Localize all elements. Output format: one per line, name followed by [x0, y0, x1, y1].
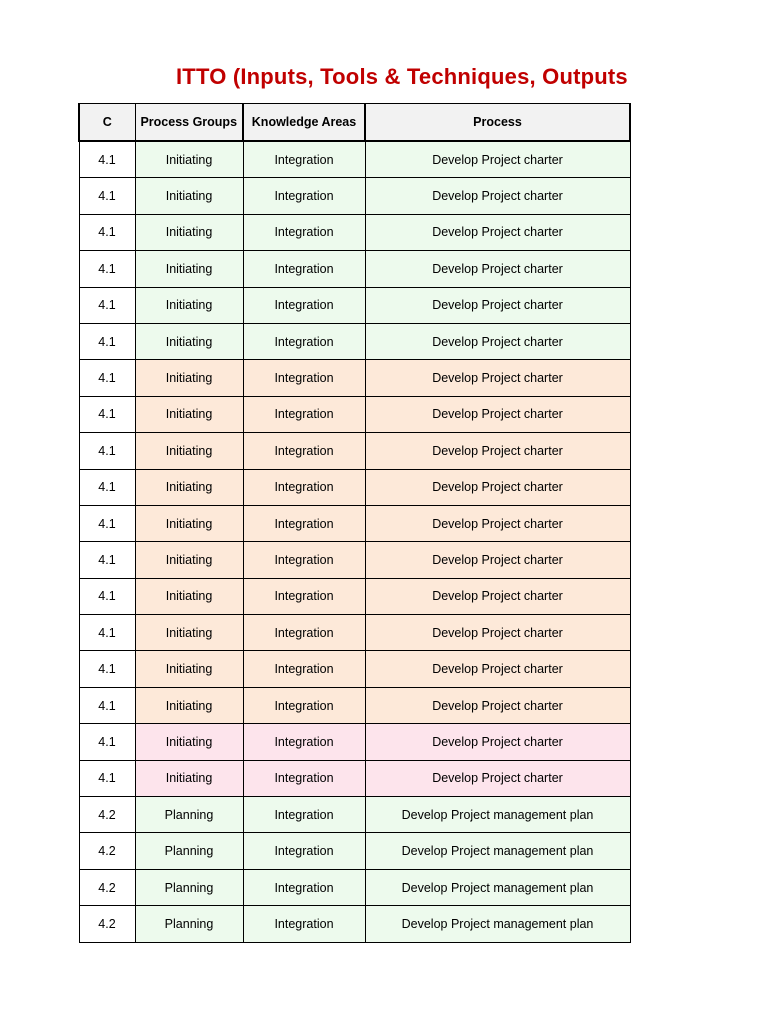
cell-knowledge-area: Integration [243, 287, 365, 323]
table-body [79, 141, 630, 942]
cell-process: Develop Project management plan [365, 869, 630, 905]
cell-knowledge-area: Integration [243, 542, 365, 578]
cell-c: 4.1 [79, 615, 135, 651]
table-row [79, 797, 630, 833]
cell-process: Develop Project charter [365, 178, 630, 214]
cell-process: Develop Project charter [365, 724, 630, 760]
itto-table [78, 103, 631, 943]
cell-process: Develop Project charter [365, 651, 630, 687]
cell-process-group: Initiating [135, 141, 243, 178]
cell-c: 4.1 [79, 542, 135, 578]
cell-process: Develop Project charter [365, 251, 630, 287]
cell-c: 4.1 [79, 178, 135, 214]
cell-process-group: Planning [135, 906, 243, 942]
cell-process-group: Initiating [135, 724, 243, 760]
table-row [79, 505, 630, 541]
cell-process: Develop Project charter [365, 505, 630, 541]
cell-knowledge-area: Integration [243, 141, 365, 178]
cell-process: Develop Project charter [365, 396, 630, 432]
header-row [79, 104, 630, 142]
table-row [79, 433, 630, 469]
cell-knowledge-area: Integration [243, 178, 365, 214]
cell-process: Develop Project charter [365, 214, 630, 250]
cell-process-group: Initiating [135, 687, 243, 723]
cell-c: 4.1 [79, 433, 135, 469]
cell-process-group: Initiating [135, 251, 243, 287]
cell-process: Develop Project management plan [365, 797, 630, 833]
table-row [79, 578, 630, 614]
cell-process: Develop Project charter [365, 287, 630, 323]
cell-c: 4.1 [79, 214, 135, 250]
cell-c: 4.1 [79, 469, 135, 505]
column-header-knowledge-areas: Knowledge Areas [243, 104, 365, 142]
cell-knowledge-area: Integration [243, 433, 365, 469]
cell-process: Develop Project charter [365, 760, 630, 796]
table-row [79, 469, 630, 505]
cell-knowledge-area: Integration [243, 615, 365, 651]
table-row [79, 724, 630, 760]
cell-c: 4.1 [79, 396, 135, 432]
cell-process: Develop Project charter [365, 615, 630, 651]
cell-knowledge-area: Integration [243, 869, 365, 905]
cell-process: Develop Project management plan [365, 906, 630, 942]
cell-process: Develop Project management plan [365, 833, 630, 869]
cell-process-group: Initiating [135, 287, 243, 323]
table-row [79, 687, 630, 723]
cell-process-group: Initiating [135, 469, 243, 505]
cell-knowledge-area: Integration [243, 251, 365, 287]
cell-knowledge-area: Integration [243, 360, 365, 396]
column-header-process-groups: Process Groups [135, 104, 243, 142]
table-row [79, 214, 630, 250]
cell-knowledge-area: Integration [243, 469, 365, 505]
cell-knowledge-area: Integration [243, 797, 365, 833]
cell-c: 4.1 [79, 724, 135, 760]
cell-process-group: Initiating [135, 396, 243, 432]
cell-c: 4.2 [79, 869, 135, 905]
table-row [79, 360, 630, 396]
cell-process-group: Initiating [135, 178, 243, 214]
cell-process-group: Planning [135, 797, 243, 833]
table-row [79, 287, 630, 323]
cell-process: Develop Project charter [365, 433, 630, 469]
cell-process-group: Initiating [135, 505, 243, 541]
cell-c: 4.2 [79, 906, 135, 942]
cell-c: 4.1 [79, 287, 135, 323]
cell-knowledge-area: Integration [243, 323, 365, 359]
cell-knowledge-area: Integration [243, 396, 365, 432]
cell-knowledge-area: Integration [243, 651, 365, 687]
cell-process: Develop Project charter [365, 141, 630, 178]
cell-process-group: Initiating [135, 651, 243, 687]
cell-knowledge-area: Integration [243, 687, 365, 723]
cell-c: 4.1 [79, 760, 135, 796]
cell-c: 4.1 [79, 505, 135, 541]
table-row [79, 833, 630, 869]
cell-process: Develop Project charter [365, 687, 630, 723]
cell-process: Develop Project charter [365, 542, 630, 578]
cell-c: 4.1 [79, 360, 135, 396]
cell-c: 4.1 [79, 578, 135, 614]
table-header [79, 104, 630, 142]
cell-knowledge-area: Integration [243, 760, 365, 796]
column-header-c: C [79, 104, 135, 142]
table-row [79, 615, 630, 651]
table-row [79, 141, 630, 178]
cell-c: 4.1 [79, 651, 135, 687]
cell-process: Develop Project charter [365, 323, 630, 359]
cell-process-group: Initiating [135, 578, 243, 614]
table-row [79, 178, 630, 214]
table-row [79, 542, 630, 578]
table-row [79, 906, 630, 942]
cell-process-group: Initiating [135, 615, 243, 651]
cell-process-group: Initiating [135, 360, 243, 396]
cell-c: 4.2 [79, 833, 135, 869]
cell-process-group: Planning [135, 869, 243, 905]
table-row [79, 396, 630, 432]
cell-knowledge-area: Integration [243, 833, 365, 869]
table-row [79, 651, 630, 687]
table-row [79, 869, 630, 905]
page-title: ITTO (Inputs, Tools & Techniques, Outputs [176, 64, 628, 89]
cell-process-group: Initiating [135, 433, 243, 469]
table-row [79, 760, 630, 796]
cell-c: 4.1 [79, 687, 135, 723]
cell-process-group: Initiating [135, 542, 243, 578]
cell-process: Develop Project charter [365, 469, 630, 505]
cell-process: Develop Project charter [365, 578, 630, 614]
cell-knowledge-area: Integration [243, 906, 365, 942]
cell-process-group: Initiating [135, 323, 243, 359]
cell-knowledge-area: Integration [243, 214, 365, 250]
cell-c: 4.1 [79, 251, 135, 287]
cell-process-group: Planning [135, 833, 243, 869]
cell-c: 4.1 [79, 141, 135, 178]
cell-process: Develop Project charter [365, 360, 630, 396]
cell-c: 4.1 [79, 323, 135, 359]
cell-c: 4.2 [79, 797, 135, 833]
table-row [79, 323, 630, 359]
cell-knowledge-area: Integration [243, 578, 365, 614]
cell-process-group: Initiating [135, 214, 243, 250]
cell-process-group: Initiating [135, 760, 243, 796]
table-row [79, 251, 630, 287]
cell-knowledge-area: Integration [243, 724, 365, 760]
column-header-process: Process [365, 104, 630, 142]
cell-knowledge-area: Integration [243, 505, 365, 541]
